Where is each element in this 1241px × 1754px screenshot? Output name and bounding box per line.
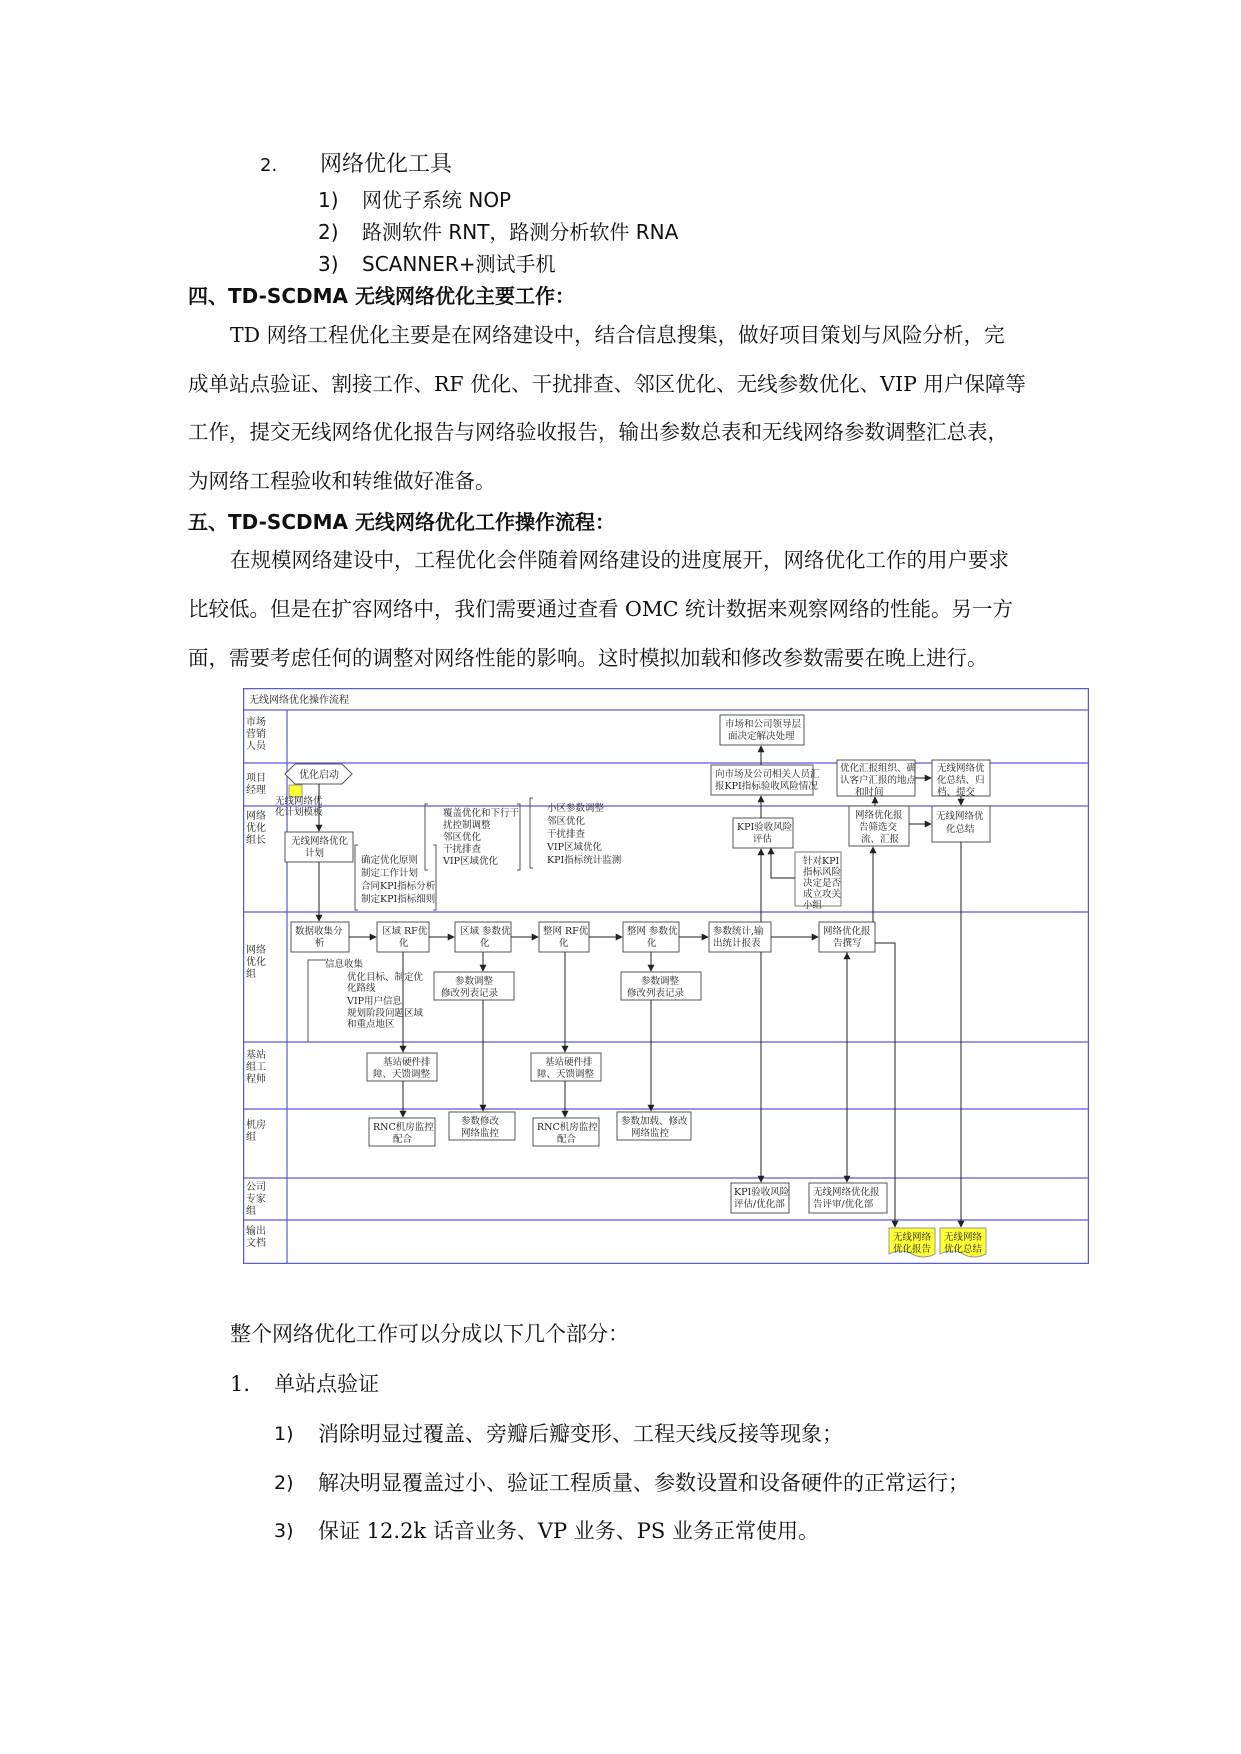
svg-text:无线网络优化总结: 无线网络优化总结 <box>944 1232 983 1255</box>
sublist-number: 1) <box>274 1423 294 1445</box>
param-mod-node <box>449 1112 515 1140</box>
svg-text:整网 RF优化: 整网 RF优化 <box>543 926 589 949</box>
area-rf-node <box>377 922 429 952</box>
paragraph-line: 比较低。但是在扩容网络中，我们需要通过查看 OMC 统计数据来观察网络的性能。另一方 <box>188 597 1014 621</box>
output-summary-doc <box>940 1228 986 1257</box>
paragraph-line: TD 网络工程优化主要是在网络建设中，结合信息搜集，做好项目策划与风险分析，完 <box>230 323 1005 347</box>
paragraph-line: 工作，提交无线网络优化报告与网络验收报告，输出参数总表和无线网络参数调整汇总表， <box>188 420 1008 444</box>
svg-text:优化启动: 优化启动 <box>299 770 339 781</box>
bts-fix-node <box>531 1053 601 1081</box>
template-label: 无线网络优化计划模板 <box>275 796 323 818</box>
svg-text:确定优化原则制定工作计划合同KPI指标分析制定KPI指标细则: 确定优化原则制定工作计划合同KPI指标分析制定KPI指标细则 <box>361 855 436 905</box>
bts-fix-node <box>367 1053 437 1081</box>
svg-text:网络优化报告筛选交流、汇报: 网络优化报告筛选交流、汇报 <box>855 810 903 845</box>
param-load-node <box>617 1112 691 1140</box>
sublist-number: 1) <box>318 188 339 212</box>
whole-rf-node <box>539 922 589 952</box>
lane-label: 公司专家组 <box>246 1182 266 1217</box>
workflow-diagram <box>243 688 1089 1264</box>
sublist-number: 2) <box>274 1472 294 1494</box>
output-report-doc <box>889 1228 935 1257</box>
svg-text:无线网络优化报告: 无线网络优化报告 <box>893 1232 932 1255</box>
svg-text:数据收集分析: 数据收集分析 <box>295 926 343 949</box>
sublist-item: 消除明显过覆盖、旁瓣后瓣变形、工程天线反接等现象； <box>318 1422 843 1446</box>
lane-label: 网络优化组 <box>246 945 266 980</box>
svg-text:无线网络优化总结: 无线网络优化总结 <box>936 811 984 835</box>
svg-text:区域 RF优化: 区域 RF优化 <box>382 926 428 949</box>
svg-text:无线网络优化报告评审/优化部: 无线网络优化报告评审/优化部 <box>813 1187 880 1210</box>
kpi-eval-node <box>733 818 793 848</box>
paragraph-line: 成单站点验证、割接工作、RF 优化、干扰排查、邻区优化、无线参数优化、VIP 用户保障等 <box>188 372 1026 396</box>
svg-text:参数调整修改列表记录: 参数调整修改列表记录 <box>441 976 499 999</box>
svg-text:基站硬件排障、天馈调整: 基站硬件排障、天馈调整 <box>373 1057 431 1080</box>
rnc-node <box>369 1118 435 1146</box>
paragraph-line: 整个网络优化工作可以分成以下几个部分： <box>230 1322 629 1346</box>
svg-text:参数修改网络监控: 参数修改网络监控 <box>461 1116 500 1139</box>
lane-label: 项目经理 <box>246 773 266 796</box>
section-heading: 五、TD-SCDMA 无线网络优化工作操作流程： <box>188 510 615 534</box>
summary-node <box>932 806 990 842</box>
rnc-node <box>533 1118 599 1146</box>
area-param-node <box>455 922 511 952</box>
stat-report-node <box>709 922 771 952</box>
kpi-expert-node <box>731 1183 790 1213</box>
svg-text:市场和公司领导层面决定解决处理: 市场和公司领导层面决定解决处理 <box>725 719 802 742</box>
paragraph-line: 为网络工程验收和转维做好准备。 <box>188 469 496 493</box>
sublist-item: 解决明显覆盖过小、验证工程质量、参数设置和设备硬件的正常运行； <box>318 1471 969 1495</box>
svg-text:网络优化报告撰写: 网络优化报告撰写 <box>823 926 871 949</box>
svg-text:向市场及公司相关人员汇报KPI指标验收风险情况: 向市场及公司相关人员汇报KPI指标验收风险情况 <box>715 769 820 792</box>
report-send-node <box>849 806 909 846</box>
opt-report-node <box>819 922 875 952</box>
paragraph-line: 面，需要考虑任何的调整对网络性能的影响。这时模拟加载和修改参数需要在晚上进行。 <box>188 646 988 670</box>
diagram-title: 无线网络优化操作流程 <box>249 695 349 706</box>
list-number: 2. <box>260 155 278 176</box>
svg-text:覆盖优化和下行干扰控制调整邻区优化干扰排查VIP区域优化: 覆盖优化和下行干扰控制调整邻区优化干扰排查 VIP区域优化 <box>443 808 520 867</box>
svg-text:参数统计,输出统计报表: 参数统计,输出统计报表 <box>713 926 764 949</box>
sublist-number: 3) <box>274 1520 294 1542</box>
svg-text:信息收集: 信息收集 <box>325 959 364 970</box>
list-title: 单站点验证 <box>274 1372 379 1396</box>
kpi-notes <box>795 852 842 911</box>
report-customer-node <box>837 760 917 798</box>
section-heading: 四、TD-SCDMA 无线网络优化主要工作： <box>188 284 575 308</box>
whole-param-node <box>623 922 679 952</box>
sublist-number: 2) <box>318 220 339 244</box>
lane-label: 基站组工程师 <box>246 1050 266 1085</box>
lane-label: 网络优化组长 <box>246 811 266 846</box>
svg-text:基站硬件排障、天馈调整: 基站硬件排障、天馈调整 <box>537 1057 595 1080</box>
svg-text:参数加载、修改网络监控: 参数加载、修改网络监控 <box>621 1116 688 1139</box>
sublist-item: 路测软件 RNT，路测分析软件 RNA <box>362 220 679 244</box>
market-leader-node <box>720 715 804 745</box>
list-number: 1. <box>230 1372 251 1396</box>
svg-text:优化汇报组织、确认客户汇报的地点和时间: 优化汇报组织、确认客户汇报的地点和时间 <box>840 763 917 798</box>
lane-label: 机房组 <box>246 1120 266 1143</box>
start-node <box>285 764 352 784</box>
svg-text:KPI验收风险评估: KPI验收风险评估 <box>737 822 793 845</box>
svg-text:KPI验收风险评估/优化部: KPI验收风险评估/优化部 <box>734 1187 790 1210</box>
data-collect-node <box>291 922 349 952</box>
sublist-item: SCANNER+测试手机 <box>362 252 556 276</box>
list-title: 网络优化工具 <box>320 152 453 177</box>
param-record-node <box>434 972 514 1000</box>
sublist-item: 网优子系统 NOP <box>362 188 512 212</box>
lane-label: 输出文档 <box>246 1226 266 1249</box>
report-review-node <box>809 1183 887 1213</box>
lane-label: 市场营销人员 <box>246 717 266 752</box>
svg-text:针对KPI指标风险决定是否成立攻关小组: 针对KPI 指标风险决定是否成立攻关小组 <box>803 856 842 911</box>
svg-text:整网 参数优化: 整网 参数优化 <box>627 926 678 949</box>
svg-text:优化目标、制定优化路线VIP用户信息规划阶段问题区域和重点地: 优化目标、制定优化路线 VIP用户信息规划阶段问题区域和重点地区 <box>347 972 424 1030</box>
svg-text:RNC机房监控配合: RNC机房监控配合 <box>537 1122 598 1145</box>
sublist-number: 3) <box>318 252 339 276</box>
param-record-node <box>621 972 701 1000</box>
svg-text:参数调整修改列表记录: 参数调整修改列表记录 <box>627 976 685 999</box>
svg-text:区域 参数优化: 区域 参数优化 <box>460 926 511 949</box>
sublist-item: 保证 12.2k 话音业务、VP 业务、PS 业务正常使用。 <box>318 1519 819 1543</box>
svg-text:小区参数调整邻区优化干扰排查VIP区域优化KPI指标统计监测: 小区参数调整邻区优化干扰排查 VIP区域优化 KPI指标统计监测 <box>547 803 622 866</box>
paragraph-line: 在规模网络建设中，工程优化会伴随着网络建设的进度展开，网络优化工作的用户要求 <box>230 548 1009 572</box>
svg-text:无线网络优化计划: 无线网络优化计划 <box>291 836 349 859</box>
report-market-node <box>711 765 820 795</box>
svg-text:无线网络优化总结、归档、提交: 无线网络优化总结、归档、提交 <box>937 763 985 798</box>
svg-text:RNC机房监控配合: RNC机房监控配合 <box>373 1122 434 1145</box>
plan-node <box>285 832 353 862</box>
summary-submit-node <box>932 760 990 798</box>
